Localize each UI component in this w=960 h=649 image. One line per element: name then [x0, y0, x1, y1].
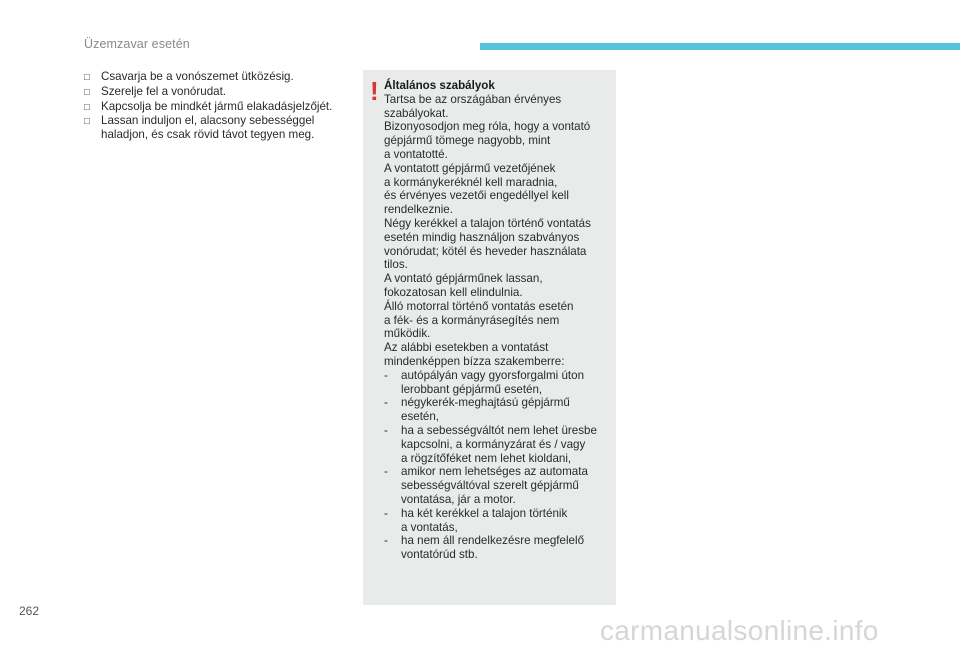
- checkbox-marker-icon: □: [84, 72, 90, 83]
- instruction-item: [84, 70, 346, 85]
- warning-content: [384, 79, 612, 562]
- dash-marker: -: [384, 534, 388, 548]
- section-title: Üzemzavar esetén: [84, 37, 190, 51]
- warning-paragraph: A vontató gépjárműnek lassan, fokozatosan kell elindulnia.: [384, 272, 543, 299]
- warning-list-text: ha két kerékkel a talajon történik a vontatás,: [401, 506, 568, 534]
- warning-paragraph: Négy kerékkel a talajon történő vontatás esetén mindig használjon szabványos vonórudat; kötél és heveder használata tilos.: [384, 216, 591, 272]
- warning-paragraph: A vontatott gépjármű vezetőjének a kormánykeréknél kell maradnia, és érvényes vezetői engedéllyel kell rendelkeznie.: [384, 161, 569, 217]
- warning-paragraph: Tartsa be az országában érvényes szabályokat.: [384, 92, 562, 120]
- warning-list-item: [384, 465, 612, 506]
- instruction-list: [84, 70, 346, 142]
- instruction-text: Lassan induljon el, alacsony sebességgel haladjon, és csak rövid távot tegyen meg.: [101, 114, 315, 142]
- checkbox-marker-icon: □: [84, 116, 90, 128]
- page-number: 262: [19, 604, 40, 618]
- warning-list-item: [384, 396, 612, 424]
- instruction-text: Szerelje fel a vonórudat.: [101, 84, 227, 98]
- dash-marker: -: [384, 423, 388, 437]
- warning-list-text: négykerék-meghajtású gépjármű esetén,: [401, 396, 570, 424]
- warning-list-item: [384, 534, 612, 562]
- instruction-text: Kapcsolja be mindkét jármű elakadásjelzőjét.: [101, 99, 333, 113]
- instruction-text: Csavarja be a vonószemet ütközésig.: [101, 70, 294, 83]
- instruction-item: [84, 114, 346, 142]
- warning-paragraph: Bizonyosodjon meg róla, hogy a vontató gépjármű tömege nagyobb, mint a vontatotté.: [384, 120, 591, 161]
- dash-marker: -: [384, 506, 388, 520]
- warning-list-text: ha nem áll rendelkezésre megfelelő vontatórúd stb.: [401, 534, 585, 562]
- instruction-item: [84, 85, 346, 100]
- checkbox-marker-icon: □: [84, 86, 90, 98]
- checkbox-marker-icon: □: [84, 101, 90, 113]
- warning-list-item: [384, 424, 612, 465]
- warning-list-text: ha a sebességváltót nem lehet üresbe kapcsolni, a kormányzárat és / vagy a rögzítőféket nem lehet kioldani,: [401, 423, 597, 465]
- dash-marker: -: [384, 465, 388, 479]
- watermark: carmanualsonline.info: [600, 615, 879, 646]
- warning-title: Általános szabályok: [384, 79, 495, 92]
- warning-paragraph: Az alábbi esetekben a vontatást mindenképpen bízza szakemberre:: [384, 341, 565, 368]
- warning-list-text: amikor nem lehetséges az automata sebességváltóval szerelt gépjármű vontatása, jár a motor.: [401, 465, 588, 506]
- warning-list-text: autópályán vagy gyorsforgalmi úton lerobbant gépjármű esetén,: [401, 368, 585, 396]
- warning-paragraph: Álló motorral történő vontatás esetén a fék- és a kormányrásegítés nem működik.: [384, 299, 574, 341]
- exclamation-warning-icon: !: [370, 76, 379, 106]
- instruction-item: [84, 100, 346, 115]
- header-accent-bar: [480, 43, 960, 50]
- dash-marker: -: [384, 396, 388, 410]
- warning-list-item: [384, 369, 612, 397]
- warning-box: [363, 70, 616, 605]
- warning-list-item: [384, 507, 612, 535]
- dash-marker: -: [384, 368, 388, 382]
